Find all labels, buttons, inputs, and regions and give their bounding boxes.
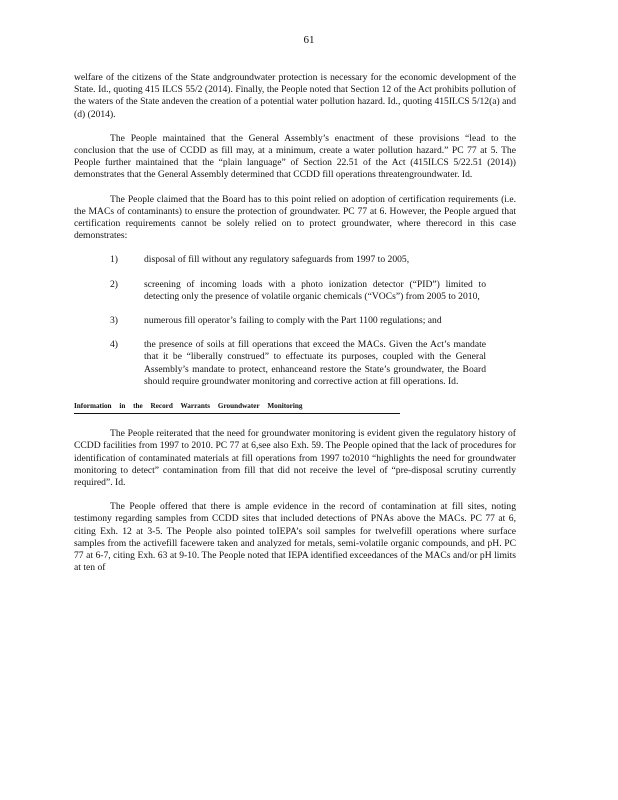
paragraph-continuation: welfare of the citizens of the State andgroundwater protection is necessary for the economic development of the State. Id., quoting 415 ILCS 55/2 (2014). Finally, the People noted that Section 12 of the Act prohibits pollution of the waters of the State andeven the creation of a potential water pollution hazard. Id., quoting 415ILCS 5/12(a) and (d) (2014). (74, 72, 516, 120)
list-item (74, 315, 516, 327)
paragraph-certification: The People claimed that the Board has to this point relied on adoption of certification requirements (i.e. the MACs of contaminants) to ensure the protection of groundwater. PC 77 at 6. However, the People argued that certification requirements cannot be solely relied on to protect groundwater, where therecord in this case demonstrates: (74, 193, 516, 242)
page-number: 61 (303, 34, 315, 46)
list-item-number: 3) (110, 315, 118, 327)
list-item-number: 4) (110, 339, 118, 351)
list-item (74, 339, 516, 388)
list-item-text: screening of incoming loads with a photo ionization detector (“PID”) limited to detecting only the presence of volatile organic chemicals (“VOCs”) from 2005 to 2010, (144, 278, 486, 302)
record-list (74, 254, 516, 388)
list-item-text: numerous fill operator’s failing to comply with the Part 1100 regulations; and (144, 315, 442, 327)
paragraph-enactment: The People maintained that the General Assembly’s enactment of these provisions “lead to the conclusion that the use of CCDD as fill may, at a minimum, create a water pollution hazard.” PC 77 at 5. The People further maintained that the “plain language” of Section 22.51 of the Act (415ILCS 5/22.51 (2014)) demonstrates that the General Assembly determined that CCDD fill operations threatengroundwater. Id. (74, 132, 516, 181)
paragraph-monitoring-need: The People reiterated that the need for groundwater monitoring is evident given the regulatory history of CCDD facilities from 1997 to 2010. PC 77 at 6,see also Exh. 59. The People opined that the lack of procedures for identification of contaminated materials at fill operations from 1997 to2010 “highlights the need for groundwater monitoring to detect” contamination from fill that did not receive the level of “pre-disposal scrutiny currently required”. Id. (74, 428, 516, 489)
list-item-text: disposal of fill without any regulatory safeguards from 1997 to 2005, (144, 254, 410, 266)
list-item-number: 2) (110, 278, 118, 290)
list-item (74, 279, 516, 303)
list-item-text: the presence of soils at fill operations that exceed the MACs. Given the Act’s mandate that it be “liberally construed” to effectuate its purposes, coupled with the General Assembly’s mandate to protect, enhanceand restore the State’s groundwater, the Board should require groundwater monitoring and corrective action at fill operations. Id. (144, 339, 486, 387)
list-item (74, 254, 516, 266)
section-heading: Information in the Record Warrants Groundwater Monitoring (74, 400, 400, 414)
paragraph-evidence: The People offered that there is ample evidence in the record of contamination at fill sites, noting testimony regarding samples from CCDD sites that included detections of PNAs above the MACs. PC 77 at 6, citing Exh. 12 at 3-5. The People also pointed toIEPA’s soil samples for twelvefill operations where surface samples from the activefill facewere taken and analyzed for metals, semi-volatile organic compounds, and pH. PC 77 at 6-7, citing Exh. 63 at 9-10. The People noted that IEPA identified exceedances of the MACs and/or pH limits at ten of (74, 501, 516, 574)
document-body (74, 72, 516, 587)
list-item-number: 1) (110, 254, 118, 266)
